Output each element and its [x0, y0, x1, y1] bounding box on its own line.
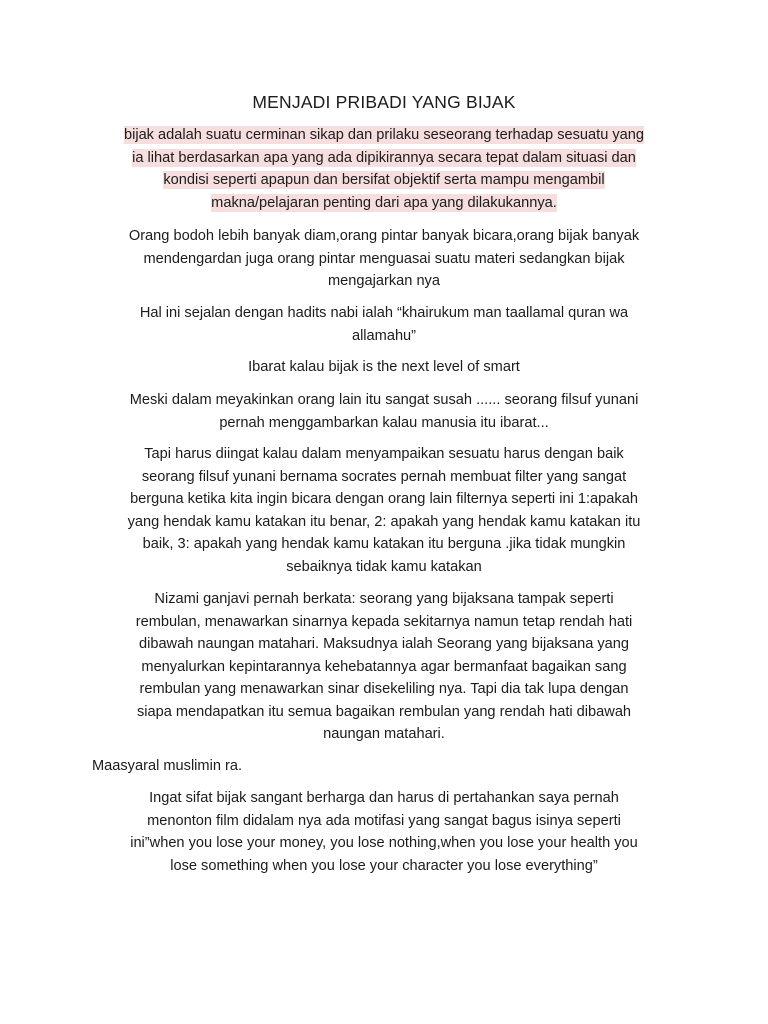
- paragraph-line: Hal ini sejalan dengan hadits nabi ialah “khairukum man taallamal quran wa: [139, 305, 629, 321]
- paragraph-line: kondisi seperti apapun dan bersifat objektif serta mampu mengambil: [163, 172, 605, 188]
- paragraph-line: dibawah naungan matahari. Maksudnya ialah Seorang yang bijaksana yang: [138, 636, 630, 652]
- paragraph-line: ini”when you lose your money, you lose nothing,when you lose your health you: [130, 835, 638, 851]
- paragraph-line: sebaiknya tidak kamu katakan: [286, 558, 482, 575]
- paragraph-line: berguna ketika kita ingin bicara dengan orang lain filternya seperti ini 1:apakah: [130, 491, 638, 507]
- paragraph-line: Tapi harus diingat kalau dalam menyampaikan sesuatu harus dengan baik: [144, 446, 624, 462]
- paragraph-line: bijak adalah suatu cerminan sikap dan prilaku seseorang terhadap sesuatu yang: [123, 127, 645, 143]
- paragraph-line: Orang bodoh lebih banyak diam,orang pintar banyak bicara,orang bijak banyak: [128, 228, 640, 244]
- paragraph-line: mengajarkan nya: [328, 273, 440, 289]
- paragraph-line: menonton film didalam nya ada motifasi yang sangat bagus isinya seperti: [147, 812, 621, 829]
- paragraph-line: mendengardan juga orang pintar menguasai suatu materi sedangkan bijak: [143, 250, 625, 267]
- paragraph-definition: [92, 124, 676, 214]
- paragraph-line: allamahu”: [351, 327, 417, 344]
- paragraph-nizami: [92, 588, 676, 746]
- paragraph-line: Maasyaral muslimin ra.: [92, 758, 243, 774]
- paragraph-line: naungan matahari.: [323, 726, 445, 742]
- page-title: MENJADI PRIBADI YANG BIJAK: [252, 92, 516, 112]
- paragraph-line: Ingat sifat bijak sangant berharga dan harus di pertahankan saya pernah: [149, 790, 619, 806]
- paragraph-line: Meski dalam meyakinkan orang lain itu sangat susah ...... seorang filsuf yunani: [129, 392, 639, 408]
- paragraph-smart: [92, 356, 676, 379]
- paragraph-line: Ibarat kalau bijak is the next level of smart: [248, 359, 520, 375]
- paragraph-line: menyalurkan kepintarannya kehebatannya agar bermanfaat bagaikan sang: [141, 658, 627, 675]
- paragraph-comparison: [92, 225, 676, 293]
- paragraph-line: pernah menggambarkan kalau manusia itu ibarat...: [219, 414, 549, 431]
- paragraph-socrates: [92, 443, 676, 578]
- paragraph-line: siapa mendapatkan itu semua bagaikan rembulan yang rendah hati dibawah: [136, 703, 632, 720]
- paragraph-philosopher: [92, 389, 676, 434]
- paragraph-line: rembulan, menawarkan sinarnya kepada sekitarnya namun tetap rendah hati: [135, 613, 633, 630]
- paragraph-line: yang hendak kamu katakan itu benar, 2: apakah yang hendak kamu katakan itu: [127, 513, 641, 530]
- paragraph-greeting: [92, 755, 676, 778]
- paragraph-line: seorang filsuf yunani bernama socrates pernah membuat filter yang sangat: [141, 468, 627, 485]
- paragraph-closing: [92, 787, 676, 877]
- paragraph-line: rembulan yang menawarkan sinar disekeliling nya. Tapi dia tak lupa dengan: [139, 681, 629, 697]
- paragraph-line: Nizami ganjavi pernah berkata: seorang yang bijaksana tampak seperti: [154, 591, 614, 607]
- paragraph-line: lose something when you lose your character you lose everything”: [170, 857, 598, 874]
- paragraph-hadith: [92, 302, 676, 347]
- paragraph-line: ia lihat berdasarkan apa yang ada dipikirannya secara tepat dalam situasi dan: [132, 149, 636, 166]
- paragraph-line: makna/pelajaran penting dari apa yang dilakukannya.: [211, 194, 557, 211]
- paragraph-line: baik, 3: apakah yang hendak kamu katakan itu berguna .jika tidak mungkin: [142, 536, 626, 552]
